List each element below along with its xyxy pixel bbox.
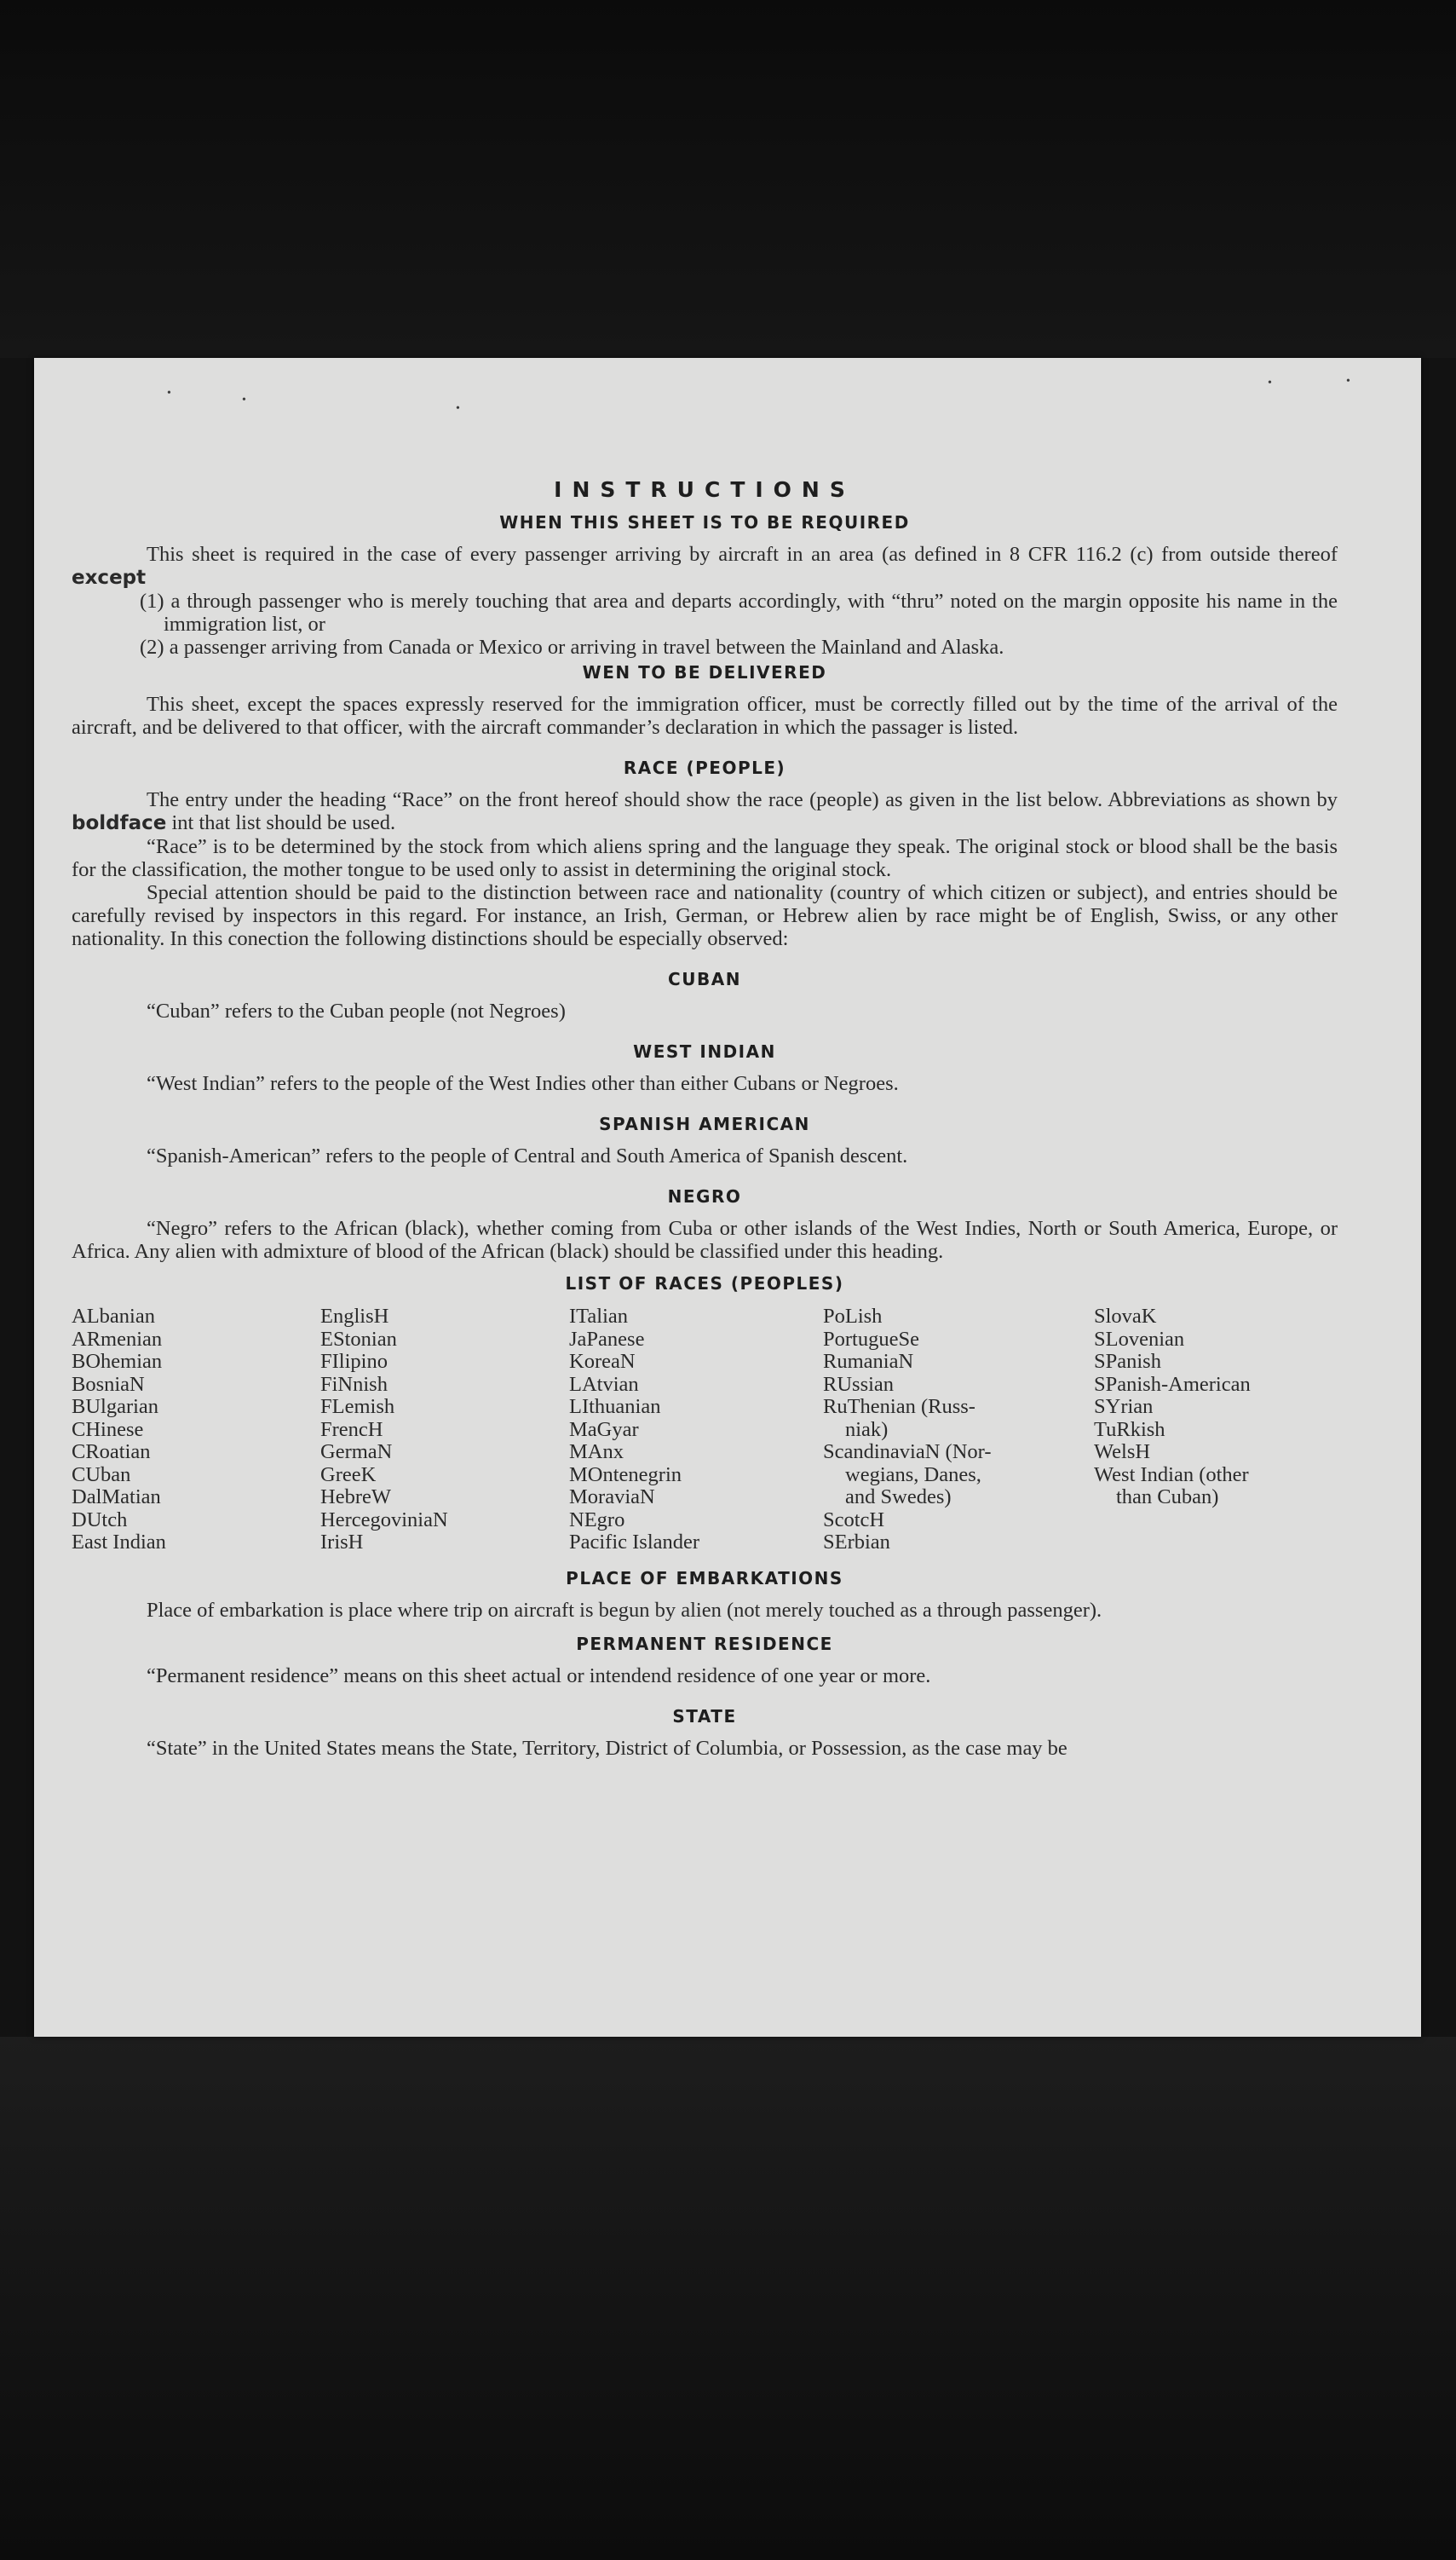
race-entry: LIthuanian [569,1395,661,1418]
race-entry: EnglisH [320,1305,389,1328]
race-paragraph-3: Special attention should be paid to the distinction between race and nationality (country of which citizen or subject), and entries should be carefully revised by inspectors in this regard. For instance, an Irish, German, or Hebrew alien by race might be of English, Swiss, or any other nationality. In this conection the following distinctions should be especially observed: [72,881,1338,950]
race-entry: RUssian [823,1372,895,1396]
race-entry: BOhemian [72,1350,163,1373]
race-entry: BUlgarian [72,1395,159,1418]
race-entry: Pacific Islander [569,1531,700,1554]
scanner-backdrop-top [0,0,1456,358]
race-entry: IrisH [320,1531,364,1554]
residence-text: “Permanent residence” means on this sheet actual or intendend residence of one year or more. [147,1663,931,1687]
race-entry: HercegoviniaN [320,1508,448,1531]
race-entry: WelsH [1094,1440,1151,1463]
race-entry: ALbanian [72,1305,155,1328]
heading-list-of-races: LIST OF RACES (PEOPLES) [565,1273,844,1294]
race-entry: DUtch [72,1508,128,1531]
race-entry: MaGyar [569,1417,639,1441]
race-entry: SLovenian [1094,1327,1185,1351]
heading-when-required: WHEN THIS SHEET IS TO BE REQUIRED [499,512,910,533]
heading-negro: NEGRO [667,1186,742,1207]
race-paragraph-1: The entry under the heading “Race” on the front hereof should show the race (people) as given in the list below. Abbreviations as shown by boldface int that list should be used. [72,788,1338,834]
race-entry: JaPanese [569,1327,645,1351]
except-word: except [72,567,147,589]
race-entry: CHinese [72,1417,144,1441]
race-entry-continuation: wegians, Danes, [845,1462,981,1486]
race-paragraph-2: “Race” is to be determined by the stock from which aliens spring and the language they speak. The original stock or blood shall be the basis for the classification, the mother tongue to be used only to assist in determining the original stock. [72,835,1338,881]
race-entry: RuThenian (Russ- [823,1395,975,1418]
boldface-word: boldface [72,812,167,834]
race-entry: SYrian [1094,1395,1154,1418]
scan-speck: • [456,402,460,415]
race-entry: DalMatian [72,1485,161,1508]
race-entry-continuation: than Cuban) [1116,1485,1219,1508]
cuban-text: “Cuban” refers to the Cuban people (not Negroes) [147,1000,566,1023]
race-entry: ITalian [569,1305,629,1328]
race-entry: RumaniaN [823,1350,914,1373]
race-entry: KoreaN [569,1350,636,1373]
race-entry: MAnx [569,1440,624,1463]
race-entry: FIlipino [320,1350,388,1373]
race-list-column-1 [72,1306,320,1554]
embarkation-text: Place of embarkation is place where trip on aircraft is begun by alien (not merely touched as a through passenger). [147,1598,1102,1622]
heading-cuban: CUBAN [668,969,741,989]
race-list-column-4 [823,1306,1094,1554]
heading-when-delivered: WEN TO BE DELIVERED [582,662,827,683]
race-list-column-3 [569,1306,823,1554]
race-list-column-2 [320,1306,569,1554]
scanner-backdrop-bottom [0,2037,1456,2560]
race-entry: MoraviaN [569,1485,655,1508]
document-title: INSTRUCTIONS [554,477,855,502]
scan-speck: • [242,394,246,406]
race-entry: SErbian [823,1531,890,1554]
heading-state: STATE [672,1705,737,1727]
race-entry: EStonian [320,1327,397,1351]
race-entry: FLemish [320,1395,395,1418]
race-entry: TuRkish [1094,1417,1165,1441]
race-entry: SPanish [1094,1350,1161,1373]
race-entry: GermaN [320,1440,393,1463]
race-list-column-5 [1094,1306,1338,1554]
race-entry: West Indian (other [1094,1462,1249,1486]
race-entry: East Indian [72,1531,166,1554]
document-page [34,358,1421,2037]
race-entry: FiNnish [320,1372,388,1396]
race-entry: SPanish-American [1094,1372,1251,1396]
race-entry: PortugueSe [823,1327,919,1351]
heading-permanent-residence: PERMANENT RESIDENCE [576,1633,833,1654]
negro-text: “Negro” refers to the African (black), whether coming from Cuba or other islands of the West Indies, North or South America, Europe, or Africa. Any alien with admixture of blood of the African (black) should be classified under this heading. [72,1217,1338,1263]
heading-race: RACE (PEOPLE) [623,758,786,778]
race-entry: SlovaK [1094,1305,1157,1328]
race-entry: LAtvian [569,1372,639,1396]
race-entry: BosniaN [72,1372,145,1396]
race-entry: CUban [72,1462,131,1486]
race-entry-continuation: and Swedes) [845,1485,952,1508]
race-entry: ARmenian [72,1327,163,1351]
race-entry: PoLish [823,1305,883,1328]
race-entry: ScotcH [823,1508,885,1531]
scan-speck: • [1268,377,1272,389]
race-entry: FrencH [320,1417,383,1441]
race-list [72,1306,1338,1554]
instructions-body [72,477,1338,1760]
scan-speck: • [1346,375,1350,388]
state-text: “State” in the United States means the State, Territory, District of Columbia, or Possession, as the case may be [147,1736,1068,1760]
race-entry: CRoatian [72,1440,151,1463]
delivered-text: This sheet, except the spaces expressly reserved for the immigration officer, must be correctly filled out by the time of the arrival of the aircraft, and be delivered to that officer, with the aircraft commander’s declaration in which the passager is listed. [72,693,1338,739]
heading-place-of-embarkations: PLACE OF EMBARKATIONS [566,1567,843,1588]
race-entry: GreeK [320,1462,377,1486]
heading-spanish-american: SPANISH AMERICAN [599,1114,810,1134]
required-intro: This sheet is required in the case of every passenger arriving by aircraft in an area (as defined in 8 CFR 116.2 (c) from outside thereof except [72,543,1338,589]
spanish-american-text: “Spanish-American” refers to the people of Central and South America of Spanish descent. [147,1145,908,1168]
race-entry: HebreW [320,1485,391,1508]
required-item-1: (1) a through passenger who is merely touching that area and departs accordingly, with “thru” noted on the margin opposite his name in the immigration list, or [140,590,1338,636]
scan-speck: • [167,387,171,400]
west-indian-text: “West Indian” refers to the people of the West Indies other than either Cubans or Negroes. [147,1072,899,1095]
race-entry-continuation: niak) [845,1417,889,1441]
race-entry: NEgro [569,1508,625,1531]
race-entry: ScandinaviaN (Nor- [823,1440,992,1463]
heading-west-indian: WEST INDIAN [633,1041,776,1062]
race-entry: MOntenegrin [569,1462,682,1486]
required-item-2: (2) a passenger arriving from Canada or Mexico or arriving in travel between the Mainland and Alaska. [140,636,1004,659]
